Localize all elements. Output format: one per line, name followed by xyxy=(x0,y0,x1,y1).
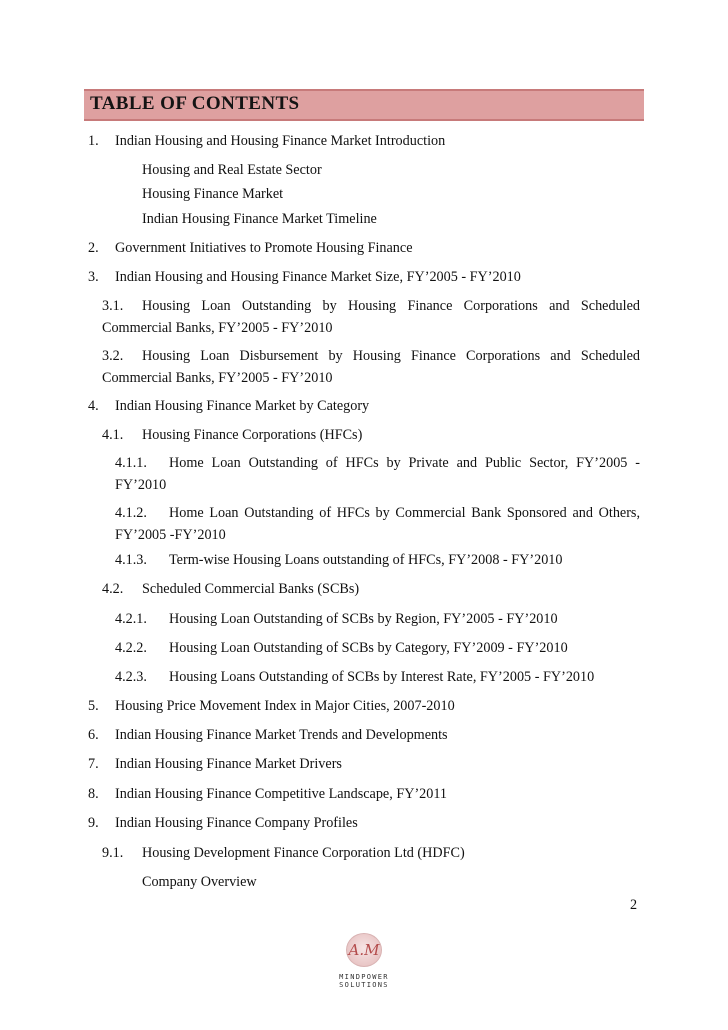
toc-title: Indian Housing Finance Company Profiles xyxy=(115,815,358,831)
toc-title: Scheduled Commercial Banks (SCBs) xyxy=(142,581,360,597)
toc-entry-3-2[interactable] xyxy=(102,345,640,389)
toc-number: 1. xyxy=(88,133,99,149)
toc-title: Housing Loans Outstanding of SCBs by Interest Rate, FY’2005 - FY’2010 xyxy=(169,669,595,685)
toc-entry-1c[interactable]: Indian Housing Finance Market Timeline xyxy=(142,211,377,227)
toc-title: Government Initiatives to Promote Housing Finance xyxy=(115,240,413,256)
toc-number: 4.1. xyxy=(102,427,124,443)
toc-number: 4.1.2. xyxy=(115,505,147,521)
toc-entry-3-1[interactable] xyxy=(102,295,640,339)
toc-title: Home Loan Outstanding of HFCs by Private and Public Sector, FY’2005 - FY’2010 xyxy=(115,455,640,493)
mindpower-logo-icon xyxy=(346,933,382,967)
toc-header-band xyxy=(84,89,644,121)
toc-title: Housing Development Finance Corporation Ltd (HDFC) xyxy=(142,845,465,861)
toc-title: Housing Finance Corporations (HFCs) xyxy=(142,427,363,443)
toc-number: 2. xyxy=(88,240,99,256)
toc-title: Indian Housing Finance Market Drivers xyxy=(115,756,342,772)
toc-number: 4.2.3. xyxy=(115,669,147,685)
toc-number: 4.1.1. xyxy=(115,455,147,471)
toc-entry-9-1a[interactable]: Company Overview xyxy=(142,874,257,890)
toc-entry-4-1-2[interactable] xyxy=(115,502,640,546)
toc-title: Housing Loan Outstanding of SCBs by Region, FY’2005 - FY’2010 xyxy=(169,611,558,627)
toc-title: Indian Housing Finance Competitive Landscape, FY’2011 xyxy=(115,786,448,802)
toc-title: Indian Housing Finance Market by Category xyxy=(115,398,370,414)
toc-number: 7. xyxy=(88,756,99,772)
toc-title: Housing Loan Disbursement by Housing Finance Corporations and Scheduled Commercial Banks, FY’2005 - FY’2010 xyxy=(102,348,640,386)
toc-title: Home Loan Outstanding of HFCs by Commercial Bank Sponsored and Others, FY’2005 -FY’2010 xyxy=(115,505,640,543)
toc-number: 5. xyxy=(88,698,99,714)
logo-caption: MINDPOWER SOLUTIONS xyxy=(339,973,389,989)
toc-title: Indian Housing Finance Market Trends and Developments xyxy=(115,727,448,743)
toc-number: 9.1. xyxy=(102,845,124,861)
toc-number: 6. xyxy=(88,727,99,743)
toc-entry-1b[interactable]: Housing Finance Market xyxy=(142,186,284,202)
toc-number: 3.1. xyxy=(102,298,124,314)
toc-title: Indian Housing and Housing Finance Market Size, FY’2005 - FY’2010 xyxy=(115,269,521,285)
page-number: 2 xyxy=(630,897,638,913)
logo-monogram: A.M xyxy=(348,941,380,959)
toc-title: Term-wise Housing Loans outstanding of HFCs, FY’2008 - FY’2010 xyxy=(169,552,563,568)
toc-number: 4.2.2. xyxy=(115,640,147,656)
toc-number: 8. xyxy=(88,786,99,802)
toc-number: 3. xyxy=(88,269,99,285)
toc-number: 4.2. xyxy=(102,581,124,597)
page-title: TABLE OF CONTENTS xyxy=(90,93,300,114)
toc-number: 4.1.3. xyxy=(115,552,147,568)
toc-number: 4.2.1. xyxy=(115,611,147,627)
toc-number: 4. xyxy=(88,398,99,414)
toc-number: 9. xyxy=(88,815,99,831)
toc-title: Housing Loan Outstanding by Housing Finance Corporations and Scheduled Commercial Banks, FY’2005 - FY’2010 xyxy=(102,298,640,336)
toc-title: Housing Loan Outstanding of SCBs by Category, FY’2009 - FY’2010 xyxy=(169,640,568,656)
toc-title: Housing Price Movement Index in Major Cities, 2007-2010 xyxy=(115,698,455,714)
toc-number: 3.2. xyxy=(102,348,124,364)
toc-entry-1a[interactable]: Housing and Real Estate Sector xyxy=(142,162,322,178)
toc-title: Indian Housing and Housing Finance Market Introduction xyxy=(115,133,446,149)
toc-entry-4-1-1[interactable] xyxy=(115,452,640,496)
